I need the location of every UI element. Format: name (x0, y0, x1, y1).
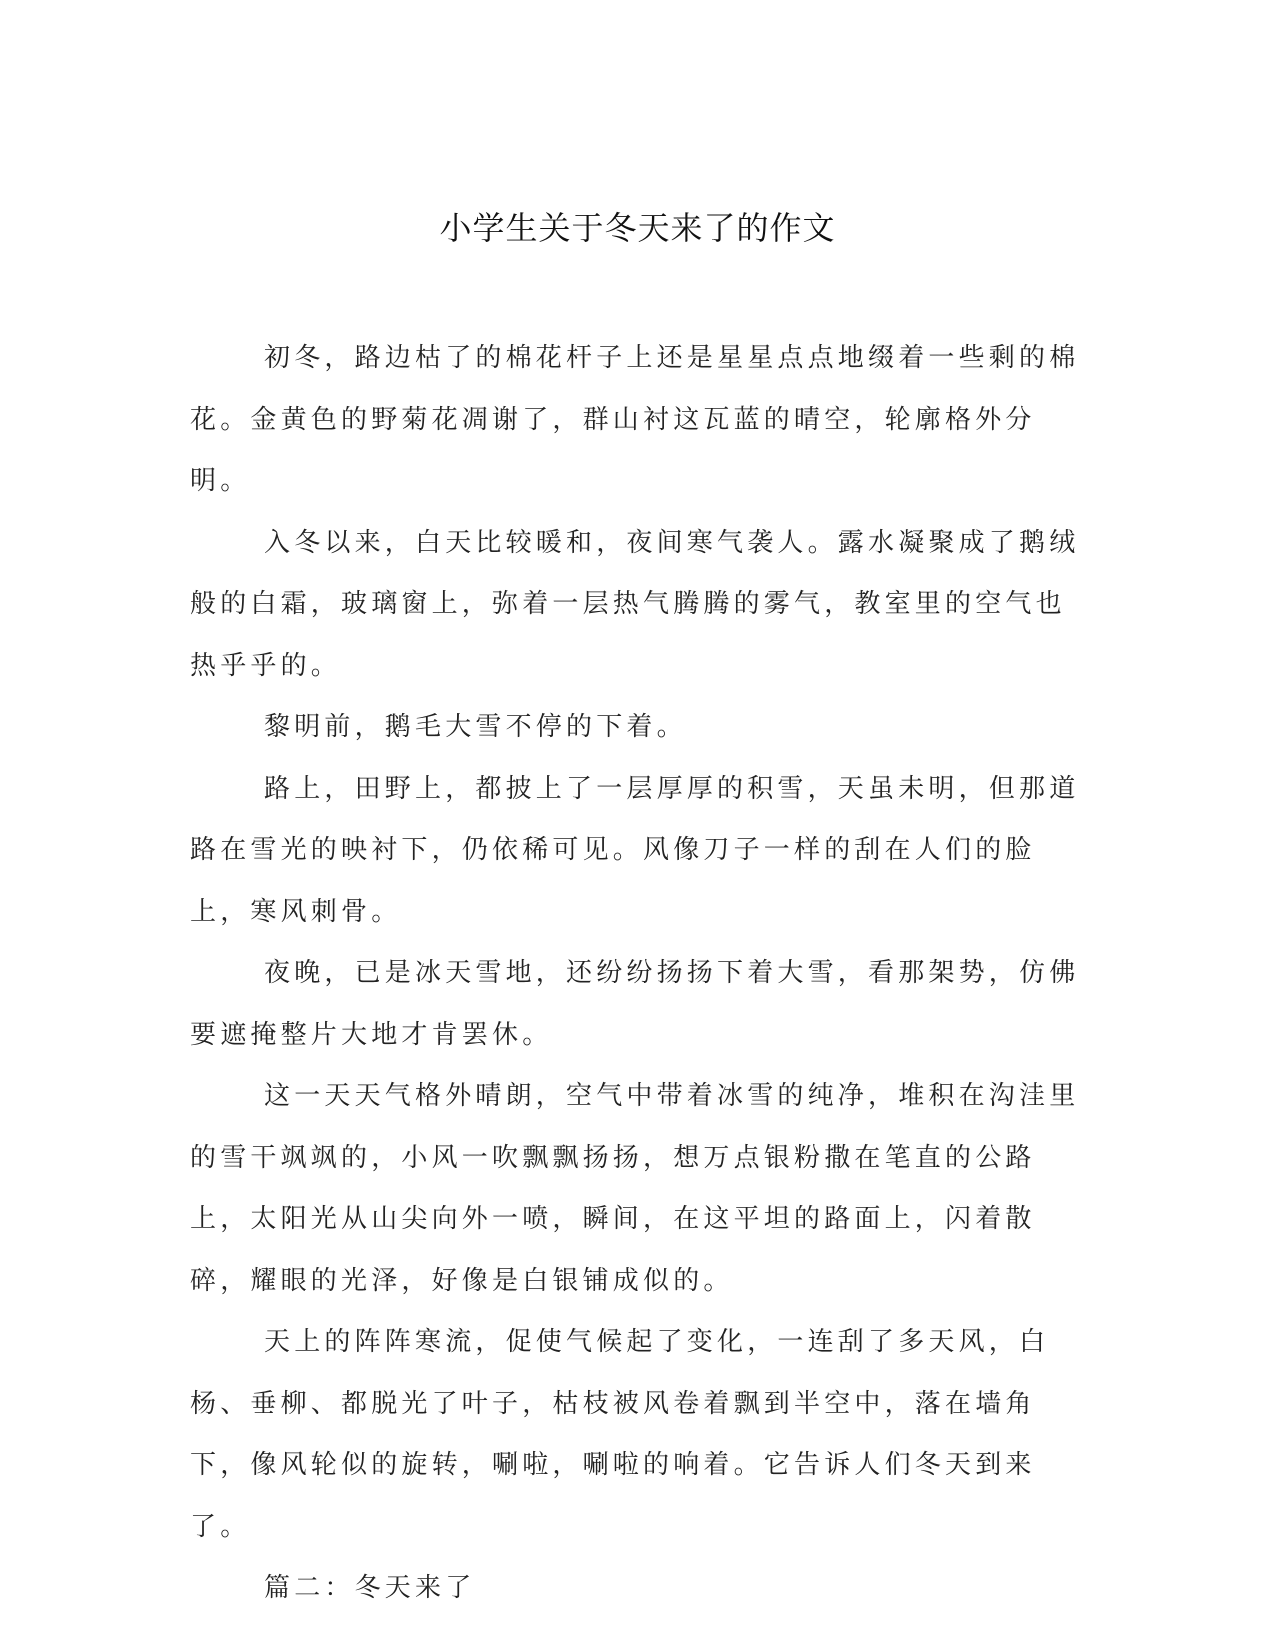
document-body (190, 328, 1080, 1620)
paragraph-4: 路上，田野上，都披上了一层厚厚的积雪，天虽未明，但那道路在雪光的映衬下，仍依稀可见。风像刀子一样的刮在人们的脸上，寒风刺骨。 (190, 773, 1080, 927)
paragraph-3: 黎明前，鹅毛大雪不停的下着。 (264, 712, 687, 742)
document-title: 小学生关于冬天来了的作文 (439, 209, 836, 247)
paragraph-7: 天上的阵阵寒流，促使气候起了变化，一连刮了多天风，白杨、垂柳、都脱光了叶子，枯枝被风卷着飘到半空中，落在墙角下，像风轮似的旋转，唰啦，唰啦的响着。它告诉人们冬天到来了。 (190, 1327, 1050, 1542)
paragraph-2: 入冬以来，白天比较暖和，夜间寒气袭人。露水凝聚成了鹅绒般的白霜，玻璃窗上，弥着一层热气腾腾的雾气，教室里的空气也热乎乎的。 (190, 527, 1080, 681)
paragraph-1: 初冬，路边枯了的棉花杆子上还是星星点点地缀着一些剩的棉花。金黄色的野菊花凋谢了，群山衬这瓦蓝的晴空，轮廓格外分明。 (190, 343, 1080, 496)
paragraph-5: 夜晚，已是冰天雪地，还纷纷扬扬下着大雪，看那架势，仿佛要遮掩整片大地才肯罢休。 (190, 958, 1080, 1050)
section-heading: 篇二：冬天来了 (264, 1573, 476, 1603)
paragraph-6: 这一天天气格外晴朗，空气中带着冰雪的纯净，堆积在沟洼里的雪干飒飒的，小风一吹飘飘扬扬，想万点银粉撒在笔直的公路上，太阳光从山尖向外一喷，瞬间，在这平坦的路面上，闪着散碎，耀眼的光泽，好像是白银铺成似的。 (190, 1081, 1080, 1296)
